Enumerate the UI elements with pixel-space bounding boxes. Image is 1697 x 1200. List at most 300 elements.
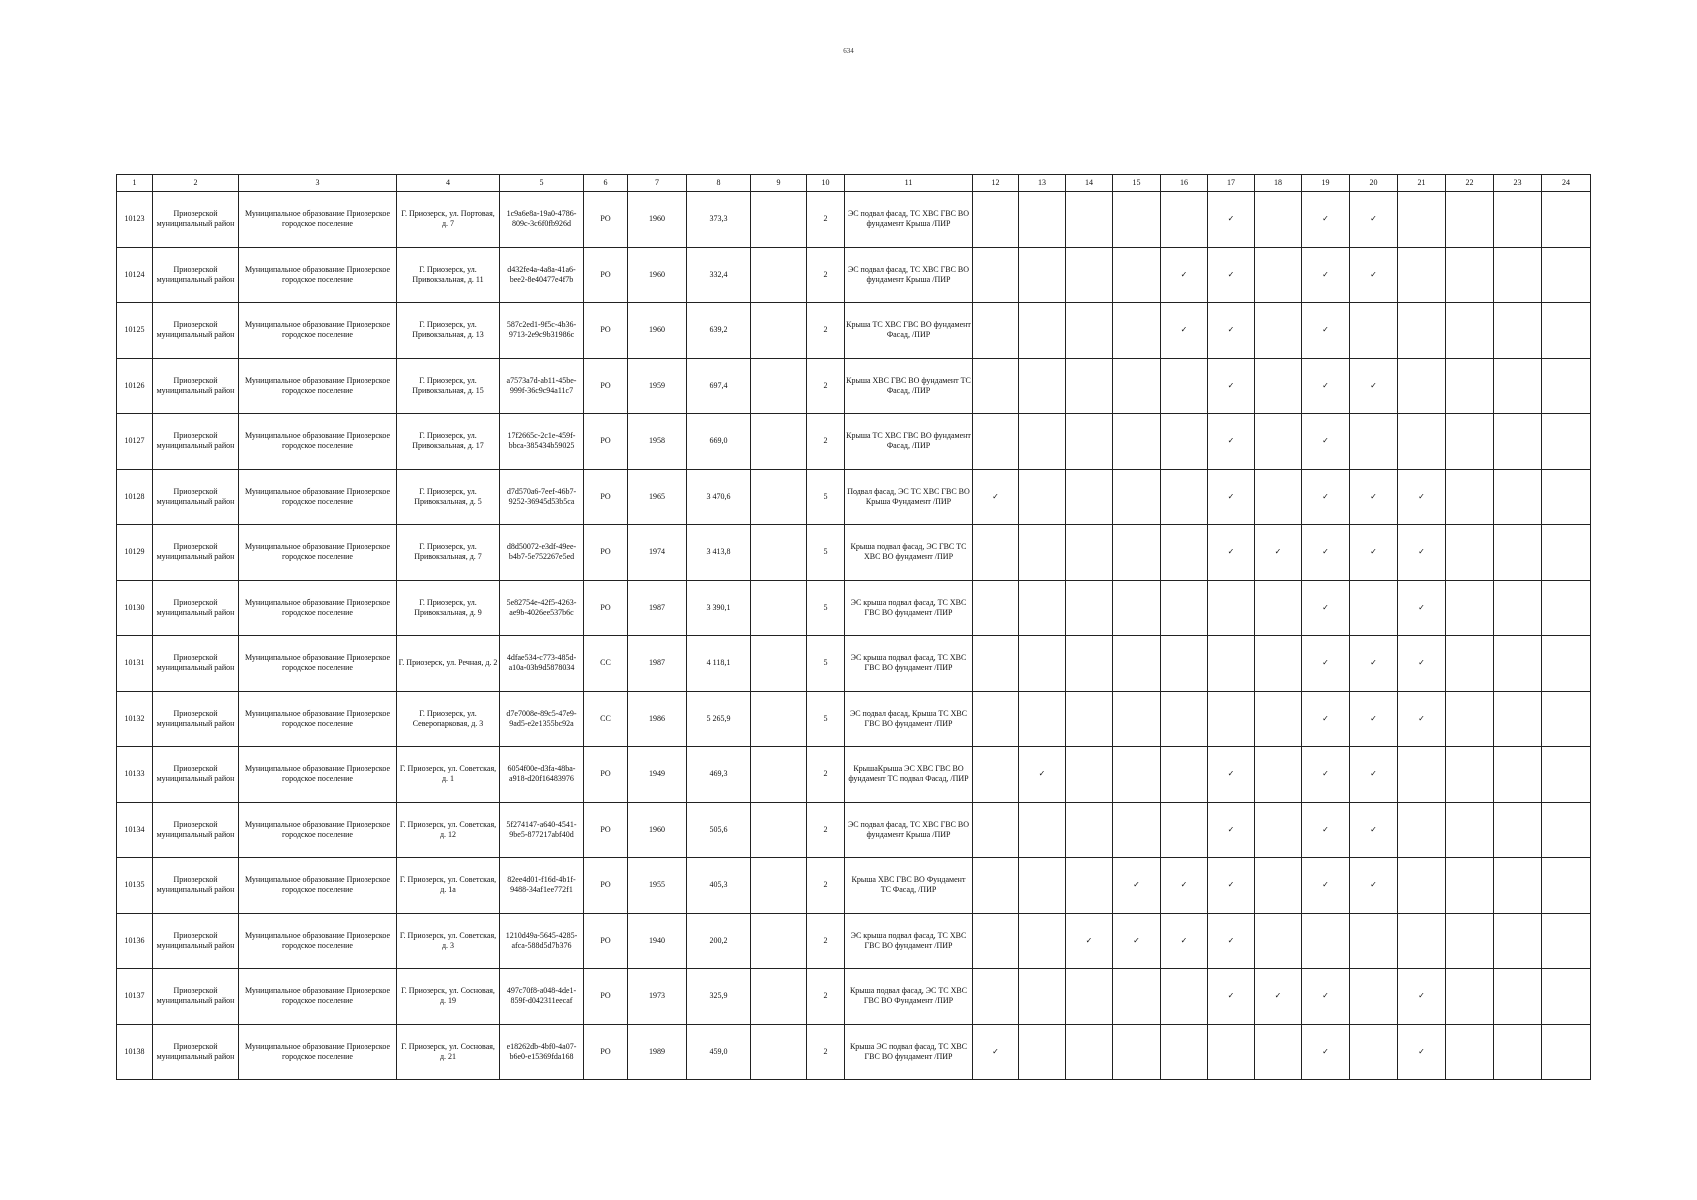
guid-cell: 5f274147-a640-4541-9be5-877217abf40d <box>500 802 584 858</box>
work-column-23-cell <box>1494 913 1542 969</box>
table-row <box>117 192 1591 248</box>
work-column-14-cell <box>1066 192 1113 248</box>
work-column-18-cell <box>1255 358 1302 414</box>
work-column-13-cell <box>1019 303 1066 359</box>
year-built-cell: 1989 <box>628 1024 687 1080</box>
work-column-23-cell <box>1494 247 1542 303</box>
work-column-14-cell <box>1066 414 1113 470</box>
record-id: 10123 <box>117 192 153 248</box>
work-column-15-cell <box>1113 303 1161 359</box>
work-column-13-cell <box>1019 636 1066 692</box>
address-cell: Г. Приозерск, ул. Привокзальная, д. 11 <box>397 247 500 303</box>
record-id: 10125 <box>117 303 153 359</box>
area-cell: 4 118,1 <box>687 636 751 692</box>
municipality-cell: Муниципальное образование Приозерское городское поселение <box>239 913 397 969</box>
work-column-23-cell <box>1494 691 1542 747</box>
work-column-16-cell <box>1161 691 1208 747</box>
guid-cell: 4dfae534-c773-485d-a10a-03b9d5878034 <box>500 636 584 692</box>
work-column-13-cell <box>1019 414 1066 470</box>
guid-cell: d432fe4a-4a8a-41a6-bee2-8e40477e4f7b <box>500 247 584 303</box>
column-header-14: 14 <box>1066 175 1113 192</box>
column-header-6: 6 <box>584 175 628 192</box>
work-column-12-cell <box>973 247 1019 303</box>
work-column-21-cell <box>1398 358 1446 414</box>
work-column-12-cell <box>973 525 1019 581</box>
record-id: 10134 <box>117 802 153 858</box>
work-column-12-cell <box>973 636 1019 692</box>
work-column-20-cell <box>1350 969 1398 1025</box>
work-column-14-cell <box>1066 691 1113 747</box>
wall-material-cell: РО <box>584 969 628 1025</box>
year-built-cell: 1987 <box>628 580 687 636</box>
record-id: 10136 <box>117 913 153 969</box>
year-built-cell: 1960 <box>628 802 687 858</box>
table-row <box>117 747 1591 803</box>
work-column-13-cell <box>1019 913 1066 969</box>
municipality-cell: Муниципальное образование Приозерское городское поселение <box>239 802 397 858</box>
record-id: 10126 <box>117 358 153 414</box>
district-cell: Приозерской муниципальный район <box>153 747 239 803</box>
column-9-cell <box>751 1024 807 1080</box>
district-cell: Приозерской муниципальный район <box>153 525 239 581</box>
work-column-24-cell <box>1542 969 1591 1025</box>
floors-cell: 2 <box>807 414 845 470</box>
work-column-21-cell <box>1398 858 1446 914</box>
work-column-21-cell <box>1398 802 1446 858</box>
work-column-24-cell <box>1542 747 1591 803</box>
table-row <box>117 580 1591 636</box>
work-column-15-cell <box>1113 802 1161 858</box>
check-mark-icon: ✓ <box>1350 802 1398 858</box>
table-row <box>117 1024 1591 1080</box>
works-list-cell: ЭС крыша подвал фасад, ТС ХВС ГВС ВО фундамент /ПИР <box>845 636 973 692</box>
municipality-cell: Муниципальное образование Приозерское городское поселение <box>239 358 397 414</box>
wall-material-cell: РО <box>584 913 628 969</box>
work-column-24-cell <box>1542 192 1591 248</box>
table-row <box>117 525 1591 581</box>
year-built-cell: 1986 <box>628 691 687 747</box>
work-column-20-cell <box>1350 1024 1398 1080</box>
work-column-12-cell <box>973 969 1019 1025</box>
guid-cell: 497c70f8-a048-4de1-859f-d042311eecaf <box>500 969 584 1025</box>
check-mark-icon: ✓ <box>1350 192 1398 248</box>
work-column-22-cell <box>1446 525 1494 581</box>
work-column-20-cell <box>1350 580 1398 636</box>
check-mark-icon: ✓ <box>1208 192 1255 248</box>
municipality-cell: Муниципальное образование Приозерское городское поселение <box>239 469 397 525</box>
works-list-cell: Подвал фасад, ЭС ТС ХВС ГВС ВО Крыша Фундамент /ПИР <box>845 469 973 525</box>
check-mark-icon: ✓ <box>1066 913 1113 969</box>
municipality-cell: Муниципальное образование Приозерское городское поселение <box>239 858 397 914</box>
year-built-cell: 1949 <box>628 747 687 803</box>
floors-cell: 2 <box>807 358 845 414</box>
check-mark-icon: ✓ <box>1208 913 1255 969</box>
year-built-cell: 1960 <box>628 192 687 248</box>
work-column-18-cell <box>1255 913 1302 969</box>
check-mark-icon: ✓ <box>1350 358 1398 414</box>
work-column-12-cell <box>973 747 1019 803</box>
address-cell: Г. Приозерск, ул. Сосновая, д. 21 <box>397 1024 500 1080</box>
record-id: 10131 <box>117 636 153 692</box>
table-body <box>117 192 1591 1080</box>
district-cell: Приозерской муниципальный район <box>153 636 239 692</box>
address-cell: Г. Приозерск, ул. Советская, д. 1а <box>397 858 500 914</box>
check-mark-icon: ✓ <box>973 469 1019 525</box>
work-column-22-cell <box>1446 858 1494 914</box>
work-column-24-cell <box>1542 580 1591 636</box>
table-row <box>117 414 1591 470</box>
page-number: 634 <box>843 47 854 55</box>
work-column-18-cell <box>1255 747 1302 803</box>
year-built-cell: 1960 <box>628 303 687 359</box>
check-mark-icon: ✓ <box>1302 802 1350 858</box>
work-column-20-cell <box>1350 913 1398 969</box>
table-row <box>117 358 1591 414</box>
column-header-10: 10 <box>807 175 845 192</box>
guid-cell: d8d50072-e3df-49ee-b4b7-5e752267e5ed <box>500 525 584 581</box>
municipality-cell: Муниципальное образование Приозерское городское поселение <box>239 747 397 803</box>
work-column-15-cell <box>1113 691 1161 747</box>
table-row <box>117 691 1591 747</box>
work-column-13-cell <box>1019 247 1066 303</box>
municipality-cell: Муниципальное образование Приозерское городское поселение <box>239 1024 397 1080</box>
guid-cell: 1c9a6e8a-19a0-4786-809c-3c6f0fb926d <box>500 192 584 248</box>
column-header-1: 1 <box>117 175 153 192</box>
check-mark-icon: ✓ <box>1208 247 1255 303</box>
column-header-11: 11 <box>845 175 973 192</box>
year-built-cell: 1958 <box>628 414 687 470</box>
work-column-17-cell <box>1208 636 1255 692</box>
wall-material-cell: РО <box>584 358 628 414</box>
check-mark-icon: ✓ <box>1302 303 1350 359</box>
work-column-14-cell <box>1066 858 1113 914</box>
check-mark-icon: ✓ <box>1350 747 1398 803</box>
guid-cell: 1210d49a-5645-4285-afca-588d5d7b376 <box>500 913 584 969</box>
works-list-cell: Крыша ТС ХВС ГВС ВО фундамент Фасад, /ПИР <box>845 303 973 359</box>
column-header-22: 22 <box>1446 175 1494 192</box>
district-cell: Приозерской муниципальный район <box>153 802 239 858</box>
district-cell: Приозерской муниципальный район <box>153 691 239 747</box>
work-column-12-cell <box>973 913 1019 969</box>
work-column-15-cell <box>1113 580 1161 636</box>
works-list-cell: Крыша ЭС подвал фасад, ТС ХВС ГВС ВО фундамент /ПИР <box>845 1024 973 1080</box>
wall-material-cell: РО <box>584 247 628 303</box>
work-column-16-cell <box>1161 469 1208 525</box>
address-cell: Г. Приозерск, ул. Портовая, д. 7 <box>397 192 500 248</box>
floors-cell: 2 <box>807 192 845 248</box>
work-column-23-cell <box>1494 469 1542 525</box>
work-column-23-cell <box>1494 858 1542 914</box>
column-header-23: 23 <box>1494 175 1542 192</box>
floors-cell: 2 <box>807 802 845 858</box>
work-column-22-cell <box>1446 636 1494 692</box>
column-9-cell <box>751 414 807 470</box>
guid-cell: 17f2665c-2c1e-459f-bbca-385434b59025 <box>500 414 584 470</box>
table-row <box>117 247 1591 303</box>
check-mark-icon: ✓ <box>1302 469 1350 525</box>
work-column-21-cell <box>1398 192 1446 248</box>
column-header-3: 3 <box>239 175 397 192</box>
work-column-12-cell <box>973 691 1019 747</box>
work-column-17-cell <box>1208 1024 1255 1080</box>
record-id: 10133 <box>117 747 153 803</box>
area-cell: 459,0 <box>687 1024 751 1080</box>
work-column-16-cell <box>1161 1024 1208 1080</box>
table-row <box>117 636 1591 692</box>
work-column-14-cell <box>1066 1024 1113 1080</box>
floors-cell: 2 <box>807 969 845 1025</box>
check-mark-icon: ✓ <box>1208 969 1255 1025</box>
work-column-14-cell <box>1066 358 1113 414</box>
column-9-cell <box>751 747 807 803</box>
work-column-14-cell <box>1066 636 1113 692</box>
check-mark-icon: ✓ <box>1161 858 1208 914</box>
guid-cell: d7d570a6-7eef-46b7-9252-36945d53b5ca <box>500 469 584 525</box>
address-cell: Г. Приозерск, ул. Привокзальная, д. 7 <box>397 525 500 581</box>
address-cell: Г. Приозерск, ул. Советская, д. 3 <box>397 913 500 969</box>
district-cell: Приозерской муниципальный район <box>153 969 239 1025</box>
work-column-22-cell <box>1446 580 1494 636</box>
work-column-16-cell <box>1161 580 1208 636</box>
work-column-15-cell <box>1113 969 1161 1025</box>
work-column-13-cell <box>1019 691 1066 747</box>
work-column-23-cell <box>1494 303 1542 359</box>
wall-material-cell: РО <box>584 580 628 636</box>
work-column-24-cell <box>1542 636 1591 692</box>
work-column-22-cell <box>1446 247 1494 303</box>
floors-cell: 5 <box>807 636 845 692</box>
table-row <box>117 858 1591 914</box>
column-header-9: 9 <box>751 175 807 192</box>
year-built-cell: 1965 <box>628 469 687 525</box>
check-mark-icon: ✓ <box>1208 303 1255 359</box>
works-list-cell: Крыша ХВС ГВС ВО Фундамент ТС Фасад, /ПИР <box>845 858 973 914</box>
work-column-23-cell <box>1494 747 1542 803</box>
work-column-16-cell <box>1161 414 1208 470</box>
check-mark-icon: ✓ <box>1302 525 1350 581</box>
works-list-cell: ЭС крыша подвал фасад, ТС ХВС ГВС ВО фундамент /ПИР <box>845 580 973 636</box>
work-column-20-cell <box>1350 303 1398 359</box>
work-column-18-cell <box>1255 802 1302 858</box>
check-mark-icon: ✓ <box>1302 247 1350 303</box>
check-mark-icon: ✓ <box>1302 358 1350 414</box>
guid-cell: 587c2ed1-9f5c-4b36-9713-2e9c9b31986c <box>500 303 584 359</box>
record-id: 10135 <box>117 858 153 914</box>
district-cell: Приозерской муниципальный район <box>153 858 239 914</box>
work-column-12-cell <box>973 358 1019 414</box>
year-built-cell: 1960 <box>628 247 687 303</box>
municipality-cell: Муниципальное образование Приозерское городское поселение <box>239 580 397 636</box>
column-9-cell <box>751 691 807 747</box>
table-row <box>117 469 1591 525</box>
work-column-12-cell <box>973 580 1019 636</box>
area-cell: 405,3 <box>687 858 751 914</box>
work-column-24-cell <box>1542 414 1591 470</box>
address-cell: Г. Приозерск, ул. Советская, д. 1 <box>397 747 500 803</box>
column-header-24: 24 <box>1542 175 1591 192</box>
work-column-14-cell <box>1066 469 1113 525</box>
works-list-cell: Крыша ХВС ГВС ВО фундамент ТС Фасад, /ПИР <box>845 358 973 414</box>
column-9-cell <box>751 969 807 1025</box>
work-column-22-cell <box>1446 192 1494 248</box>
works-list-cell: ЭС крыша подвал фасад, ТС ХВС ГВС ВО фундамент /ПИР <box>845 913 973 969</box>
work-column-13-cell <box>1019 858 1066 914</box>
work-column-18-cell <box>1255 636 1302 692</box>
check-mark-icon: ✓ <box>1208 802 1255 858</box>
column-header-5: 5 <box>500 175 584 192</box>
municipality-cell: Муниципальное образование Приозерское городское поселение <box>239 247 397 303</box>
column-9-cell <box>751 858 807 914</box>
municipality-cell: Муниципальное образование Приозерское городское поселение <box>239 636 397 692</box>
column-9-cell <box>751 358 807 414</box>
work-column-23-cell <box>1494 636 1542 692</box>
wall-material-cell: СС <box>584 691 628 747</box>
check-mark-icon: ✓ <box>1302 192 1350 248</box>
works-list-cell: Крыша подвал фасад, ЭС ГВС ТС ХВС ВО фундамент /ПИР <box>845 525 973 581</box>
work-column-24-cell <box>1542 247 1591 303</box>
work-column-18-cell <box>1255 580 1302 636</box>
column-header-20: 20 <box>1350 175 1398 192</box>
work-column-15-cell <box>1113 469 1161 525</box>
check-mark-icon: ✓ <box>1019 747 1066 803</box>
record-id: 10132 <box>117 691 153 747</box>
check-mark-icon: ✓ <box>1302 414 1350 470</box>
work-column-14-cell <box>1066 580 1113 636</box>
check-mark-icon: ✓ <box>1350 525 1398 581</box>
guid-cell: 5e82754e-42f5-4263-ae9b-4026ee537b6c <box>500 580 584 636</box>
record-id: 10130 <box>117 580 153 636</box>
column-header-13: 13 <box>1019 175 1066 192</box>
wall-material-cell: РО <box>584 858 628 914</box>
work-column-16-cell <box>1161 358 1208 414</box>
table-row <box>117 802 1591 858</box>
check-mark-icon: ✓ <box>1350 858 1398 914</box>
address-cell: Г. Приозерск, ул. Речная, д. 2 <box>397 636 500 692</box>
work-column-24-cell <box>1542 913 1591 969</box>
area-cell: 325,9 <box>687 969 751 1025</box>
works-list-cell: ЭС подвал фасад, ТС ХВС ГВС ВО фундамент Крыша /ПИР <box>845 247 973 303</box>
year-built-cell: 1974 <box>628 525 687 581</box>
year-built-cell: 1955 <box>628 858 687 914</box>
district-cell: Приозерской муниципальный район <box>153 913 239 969</box>
work-column-17-cell <box>1208 691 1255 747</box>
work-column-13-cell <box>1019 1024 1066 1080</box>
check-mark-icon: ✓ <box>1208 358 1255 414</box>
column-9-cell <box>751 247 807 303</box>
work-column-18-cell <box>1255 247 1302 303</box>
check-mark-icon: ✓ <box>1398 969 1446 1025</box>
floors-cell: 2 <box>807 858 845 914</box>
check-mark-icon: ✓ <box>1208 414 1255 470</box>
work-column-24-cell <box>1542 303 1591 359</box>
works-list-cell: ЭС подвал фасад, ТС ХВС ГВС ВО фундамент Крыша /ПИР <box>845 192 973 248</box>
work-column-13-cell <box>1019 192 1066 248</box>
check-mark-icon: ✓ <box>1398 580 1446 636</box>
work-column-15-cell <box>1113 192 1161 248</box>
floors-cell: 2 <box>807 303 845 359</box>
work-column-13-cell <box>1019 525 1066 581</box>
area-cell: 669,0 <box>687 414 751 470</box>
record-id: 10128 <box>117 469 153 525</box>
work-column-21-cell <box>1398 303 1446 359</box>
floors-cell: 5 <box>807 525 845 581</box>
work-column-22-cell <box>1446 469 1494 525</box>
column-9-cell <box>751 802 807 858</box>
table-row <box>117 969 1591 1025</box>
check-mark-icon: ✓ <box>1350 247 1398 303</box>
district-cell: Приозерской муниципальный район <box>153 414 239 470</box>
work-column-16-cell <box>1161 192 1208 248</box>
work-column-23-cell <box>1494 414 1542 470</box>
address-cell: Г. Приозерск, ул. Северопарковая, д. 3 <box>397 691 500 747</box>
work-column-24-cell <box>1542 525 1591 581</box>
check-mark-icon: ✓ <box>1302 691 1350 747</box>
work-column-19-cell <box>1302 913 1350 969</box>
guid-cell: 82ee4d01-f16d-4b1f-9488-34af1ee772f1 <box>500 858 584 914</box>
address-cell: Г. Приозерск, ул. Привокзальная, д. 9 <box>397 580 500 636</box>
area-cell: 373,3 <box>687 192 751 248</box>
district-cell: Приозерской муниципальный район <box>153 580 239 636</box>
floors-cell: 2 <box>807 247 845 303</box>
check-mark-icon: ✓ <box>1113 858 1161 914</box>
work-column-15-cell <box>1113 1024 1161 1080</box>
work-column-22-cell <box>1446 747 1494 803</box>
work-column-16-cell <box>1161 747 1208 803</box>
floors-cell: 5 <box>807 469 845 525</box>
check-mark-icon: ✓ <box>1113 913 1161 969</box>
area-cell: 3 470,6 <box>687 469 751 525</box>
work-column-12-cell <box>973 414 1019 470</box>
work-column-23-cell <box>1494 969 1542 1025</box>
work-column-16-cell <box>1161 525 1208 581</box>
work-column-21-cell <box>1398 913 1446 969</box>
area-cell: 200,2 <box>687 913 751 969</box>
check-mark-icon: ✓ <box>1161 303 1208 359</box>
district-cell: Приозерской муниципальный район <box>153 1024 239 1080</box>
wall-material-cell: РО <box>584 802 628 858</box>
column-header-2: 2 <box>153 175 239 192</box>
column-9-cell <box>751 636 807 692</box>
address-cell: Г. Приозерск, ул. Привокзальная, д. 15 <box>397 358 500 414</box>
work-column-12-cell <box>973 802 1019 858</box>
check-mark-icon: ✓ <box>1161 247 1208 303</box>
district-cell: Приозерской муниципальный район <box>153 469 239 525</box>
column-header-16: 16 <box>1161 175 1208 192</box>
check-mark-icon: ✓ <box>973 1024 1019 1080</box>
municipality-cell: Муниципальное образование Приозерское городское поселение <box>239 969 397 1025</box>
address-cell: Г. Приозерск, ул. Сосновая, д. 19 <box>397 969 500 1025</box>
check-mark-icon: ✓ <box>1302 969 1350 1025</box>
column-header-18: 18 <box>1255 175 1302 192</box>
works-list-cell: Крыша ТС ХВС ГВС ВО фундамент Фасад, /ПИР <box>845 414 973 470</box>
work-column-23-cell <box>1494 802 1542 858</box>
floors-cell: 5 <box>807 580 845 636</box>
wall-material-cell: РО <box>584 747 628 803</box>
column-9-cell <box>751 303 807 359</box>
housing-registry-table <box>116 174 1591 1080</box>
check-mark-icon: ✓ <box>1302 747 1350 803</box>
column-9-cell <box>751 525 807 581</box>
check-mark-icon: ✓ <box>1398 691 1446 747</box>
area-cell: 639,2 <box>687 303 751 359</box>
check-mark-icon: ✓ <box>1161 913 1208 969</box>
work-column-24-cell <box>1542 691 1591 747</box>
check-mark-icon: ✓ <box>1255 969 1302 1025</box>
work-column-14-cell <box>1066 802 1113 858</box>
work-column-23-cell <box>1494 192 1542 248</box>
work-column-14-cell <box>1066 525 1113 581</box>
work-column-13-cell <box>1019 469 1066 525</box>
